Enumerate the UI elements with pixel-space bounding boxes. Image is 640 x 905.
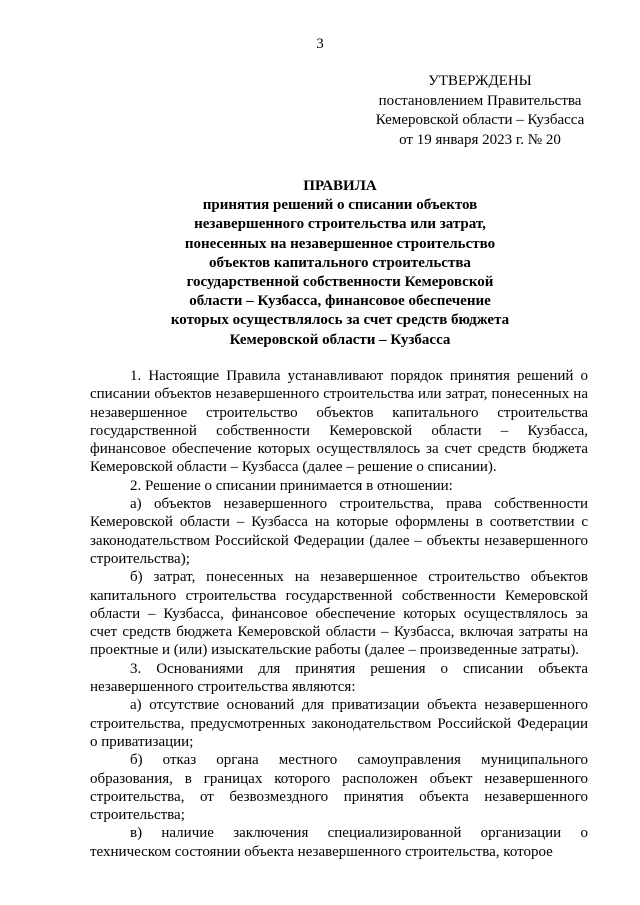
approval-heading: УТВЕРЖДЕНЫ [428,73,532,89]
title-line: понесенных на незавершенное строительство [184,235,496,252]
document-body [90,367,588,861]
paragraph: в) наличие заключения специализированной организации о техническом состоянии объекта незавершенного строительства, которое [90,825,588,860]
paragraph: а) объектов незавершенного строительства, права собственности Кемеровской области – Кузбасса на которые оформлены в соответствии с законодательством Российской Федерации (далее – объекты незавершенного строительства); [90,496,588,567]
paragraph: б) затрат, понесенных на незавершенное строительство объектов капитального строительства государственной собственности Кемеровской области – Кузбасса, финансовое обеспечение которых осуществлялось за счет средств бюджета Кемеровской области – Кузбасса, включая затраты на проектные и (или) изыскательские работы (далее – произведенные затраты). [90,569,588,659]
title-line: незавершенного строительства или затрат, [194,216,486,233]
document-title [90,177,590,350]
title-line: Кемеровской области – Кузбасса [229,331,451,348]
paragraph: 3. Основаниями для принятия решения о списании объекта незавершенного строительства являются: [90,660,588,696]
approval-stamp [360,72,600,150]
approval-line: Кемеровской области – Кузбасса [375,112,585,128]
title-line: области – Кузбасса, финансовое обеспечение [189,293,491,310]
approval-line: от 19 января 2023 г. № 20 [399,131,561,148]
paragraph: 2. Решение о списании принимается в отношении: [130,477,453,494]
title-line: государственной собственности Кемеровской [186,274,494,291]
paragraph: а) отсутствие оснований для приватизации объекта незавершенного строительства, предусмотренных законодательством Российской Федерации о приватизации; [90,697,588,750]
title-line: которых осуществлялось за счет средств бюджета [170,312,510,329]
approval-line: постановлением Правительства [378,92,582,109]
paragraph: б) отказ органа местного самоуправления муниципального образования, в границах которого расположен объект незавершенного строительства, от безвозмездного принятия объекта незавершенного строительства; [90,752,588,824]
title-main: ПРАВИЛА [303,178,377,194]
title-line: принятия решений о списании объектов [202,197,478,214]
paragraph: 1. Настоящие Правила устанавливают порядок принятия решений о списании объектов незавершенного строительства или затрат, понесенных на незавершенное строительство объектов капитального строительства государственной собственности Кемеровской области – Кузбасса, финансовое обеспечение которых осуществлялось за счет средств бюджета Кемеровской области – Кузбасса (далее – решение о списании). [90,368,588,476]
page-number: 3 [316,36,324,52]
title-line: объектов капитального строительства [209,254,471,271]
